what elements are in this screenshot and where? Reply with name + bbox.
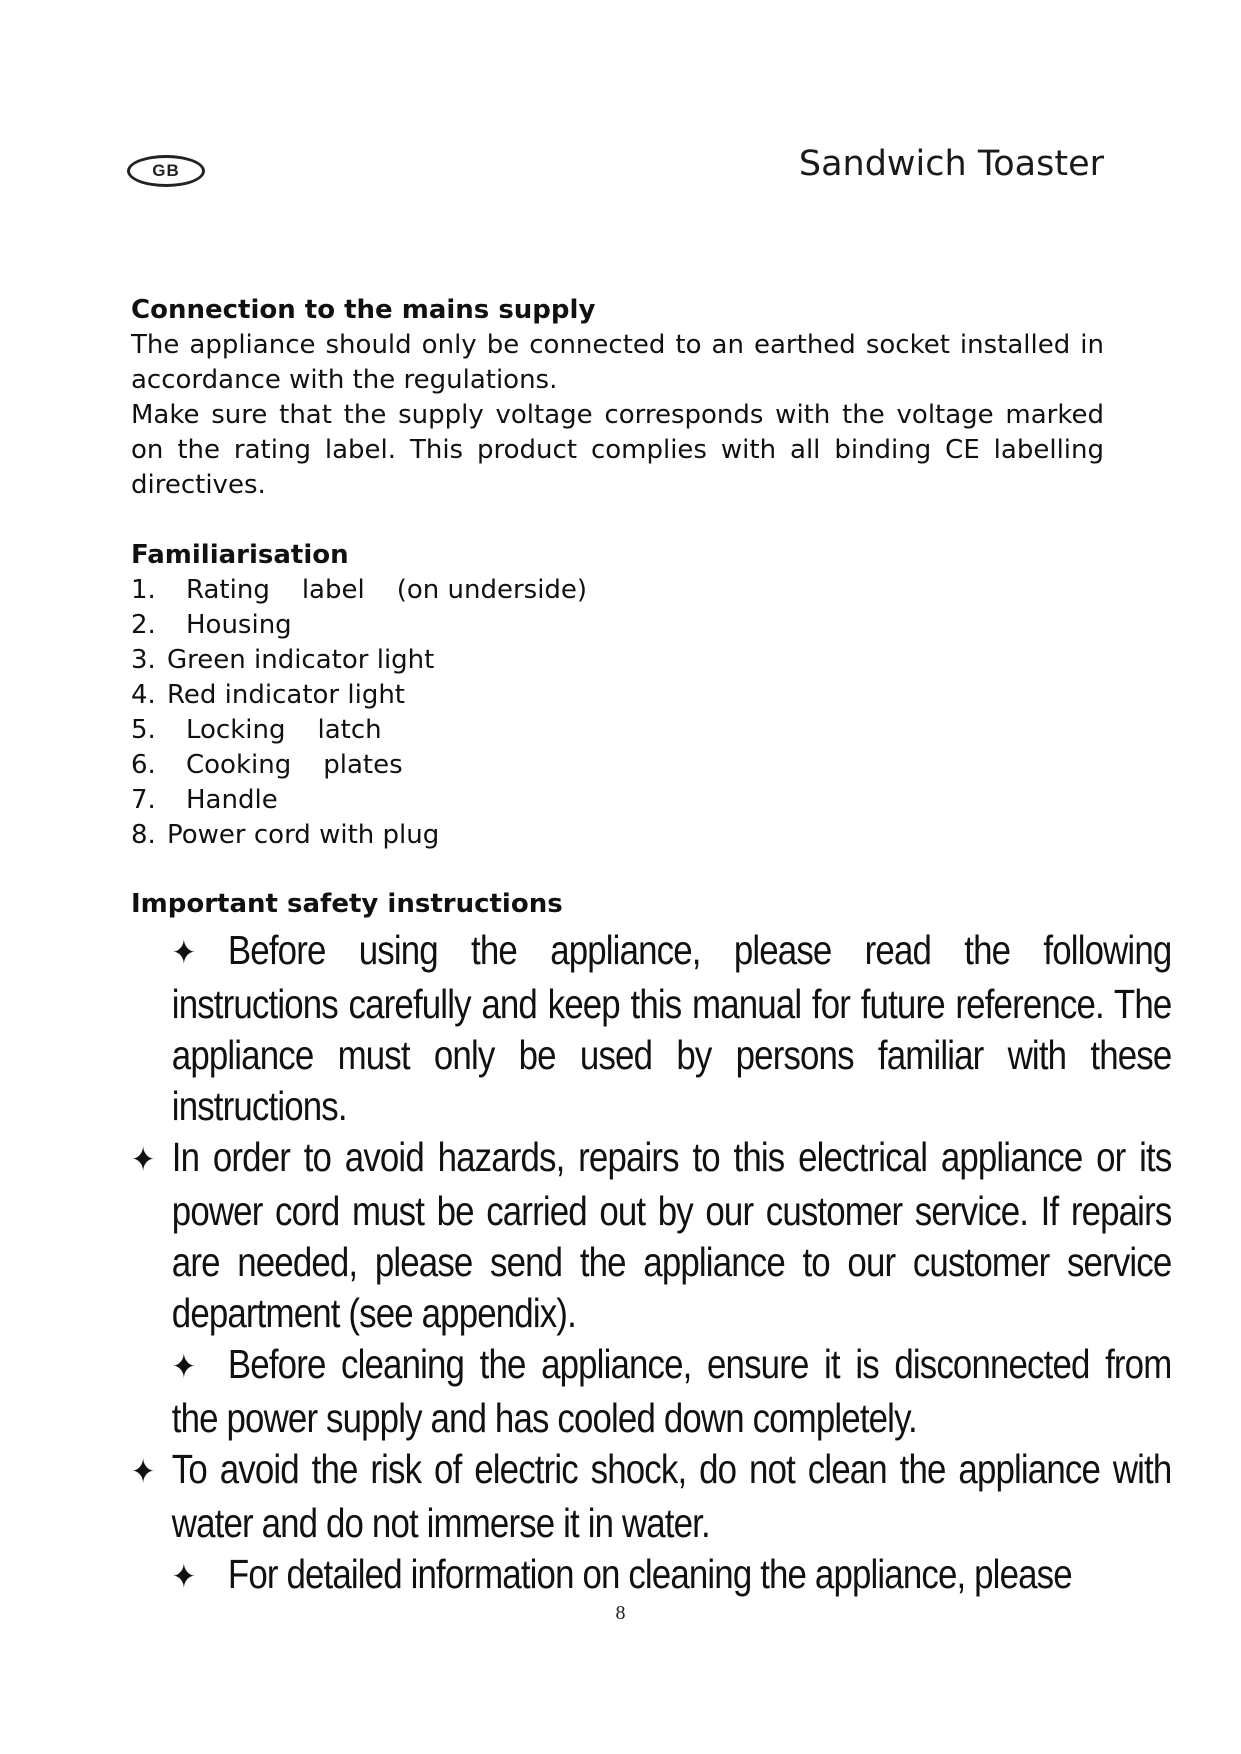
familiarisation-section — [131, 537, 1104, 853]
item-text: Power cord with plug — [167, 820, 440, 850]
safety-heading-wrap — [131, 886, 1104, 922]
item-number: 6. — [131, 750, 156, 780]
item-number: 8. — [131, 820, 156, 850]
item-text: Locking — [186, 715, 286, 745]
list-item — [131, 608, 1104, 643]
list-item — [131, 643, 1104, 678]
connection-paragraph-1: The appliance should only be connected to an earthed socket installed in accordance with the regulations. — [131, 330, 1104, 395]
item-number: 5. — [131, 715, 156, 745]
star-bullet-icon: ✦ — [171, 1347, 196, 1387]
item-number: 7. — [131, 785, 156, 815]
item-number: 1. — [131, 575, 156, 605]
item-number: 3. — [131, 645, 156, 675]
safety-item — [131, 925, 1171, 1132]
item-text: label — [301, 575, 365, 605]
safety-item — [131, 1132, 1171, 1339]
list-item — [131, 783, 1104, 818]
safety-item-text: In order to avoid hazards, repairs to this electrical appliance or its power cord must be carried out by our customer service. If repairs are needed, please send the appliance to our customer service department (see appendix). — [171, 1134, 1172, 1336]
safety-item — [131, 1339, 1171, 1444]
star-bullet-icon: ✦ — [131, 1452, 155, 1492]
safety-item-text: For detailed information on cleaning the appliance, please — [227, 1551, 1072, 1597]
list-item — [131, 678, 1104, 713]
safety-section — [131, 925, 1171, 1603]
safety-item-text: Before cleaning the appliance, ensure it is disconnected from the power supply and has cooled down completely. — [171, 1341, 1172, 1441]
safety-item — [131, 1549, 1171, 1603]
list-item — [131, 818, 1104, 853]
safety-heading: Important safety instructions — [131, 889, 563, 919]
item-text: latch — [317, 715, 382, 745]
item-text: Red indicator light — [167, 680, 405, 710]
page-number: 8 — [615, 1602, 626, 1624]
item-text: (on underside) — [396, 575, 588, 605]
list-item — [131, 713, 1104, 748]
country-badge: GB — [127, 155, 205, 187]
safety-list — [131, 925, 1171, 1603]
connection-paragraph-2: Make sure that the supply voltage corresponds with the voltage marked on the rating label. This product complies with all binding CE labelling directives. — [131, 400, 1104, 500]
safety-item-text: To avoid the risk of electric shock, do not clean the appliance with water and do not immerse it in water. — [171, 1446, 1172, 1546]
item-text: plates — [323, 750, 403, 780]
star-bullet-icon: ✦ — [171, 1557, 196, 1597]
safety-item-text: Before using the appliance, please read the following instructions carefully and keep this manual for future reference. The appliance must only be used by persons familiar with these instructions. — [171, 927, 1172, 1129]
item-text: Housing — [186, 610, 292, 640]
parts-list — [131, 573, 1104, 853]
familiarisation-heading: Familiarisation — [131, 540, 349, 570]
list-item — [131, 573, 1104, 608]
connection-heading: Connection to the mains supply — [131, 295, 596, 325]
connection-section — [131, 292, 1104, 503]
safety-item — [131, 1444, 1171, 1549]
item-text: Green indicator light — [167, 645, 435, 675]
item-number: 2. — [131, 610, 156, 640]
list-item — [131, 748, 1104, 783]
item-text: Rating — [186, 575, 270, 605]
item-number: 4. — [131, 680, 156, 710]
item-text: Handle — [186, 785, 278, 815]
item-text: Cooking — [186, 750, 292, 780]
document-title: Sandwich Toaster — [798, 144, 1104, 184]
star-bullet-icon: ✦ — [131, 1140, 155, 1180]
star-bullet-icon: ✦ — [171, 933, 196, 973]
